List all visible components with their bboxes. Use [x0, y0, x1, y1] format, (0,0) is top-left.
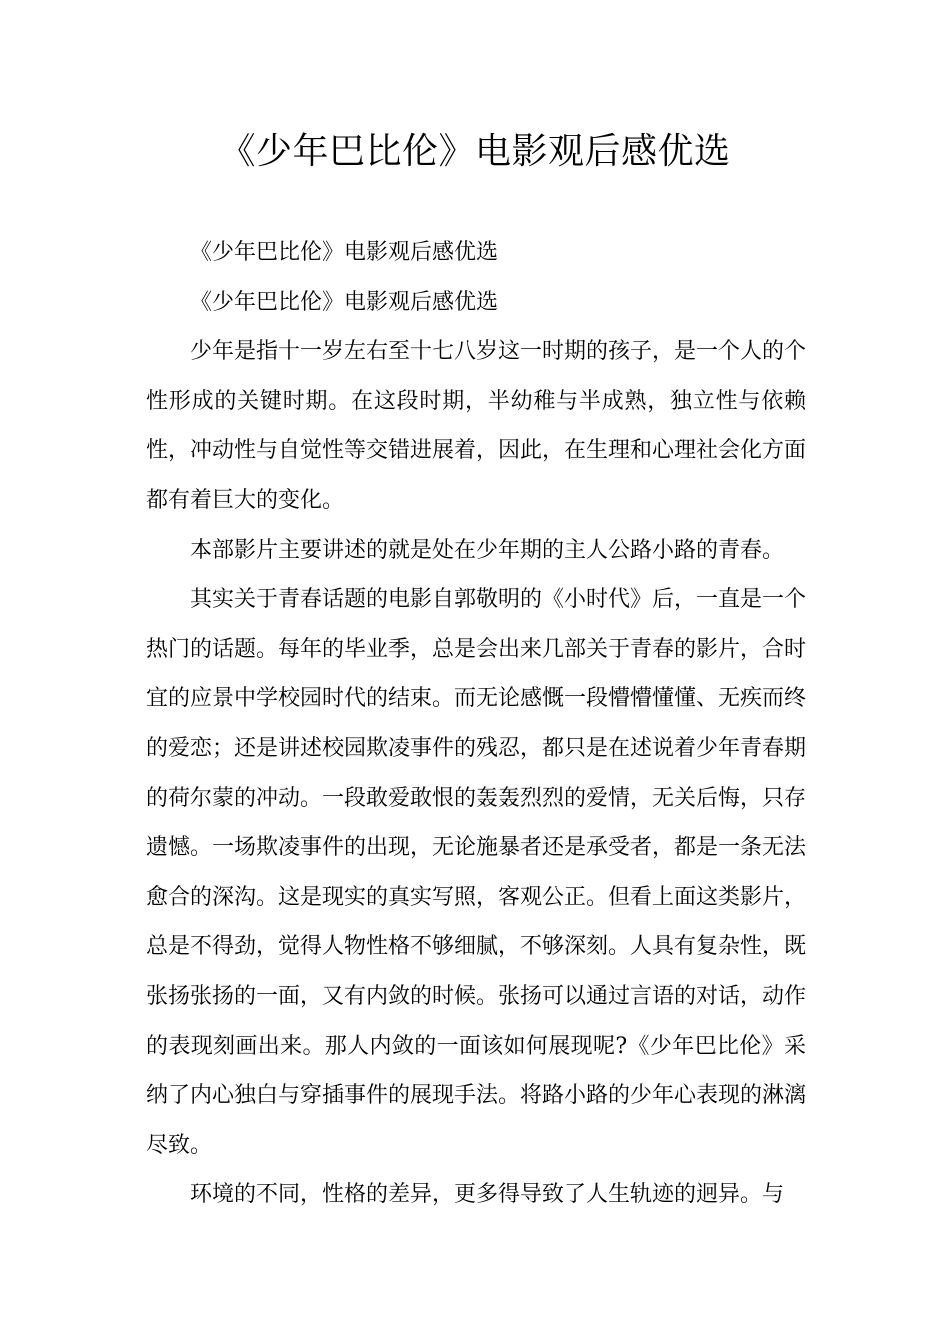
paragraph: 《少年巴比伦》电影观后感优选 — [190, 289, 499, 315]
paragraph: 本部影片主要讲述的就是处在少年期的主人公路小路的青春。 — [190, 537, 785, 563]
paragraph: 少年是指十一岁左右至十七八岁这一时期的孩子，是一个人的个性形成的关键时期。在这段时期，半幼稚与半成熟，独立性与依赖性，冲动性与自觉性等交错进展着，因此，在生理和心理社会化方面都有着巨大的变化。 — [146, 339, 807, 513]
paragraph: 其实关于青春话题的电影自郭敬明的《小时代》后，一直是一个热门的话题。每年的毕业季，总是会出来几部关于青春的影片，合时宜的应景中学校园时代的结束。而无论感慨一段懵懵懂懂、无疾而终的爱恋；还是讲述校园欺凌事件的残忍，都只是在述说着少年青春期的荷尔蒙的冲动。一段敢爱敢恨的轰轰烈烈的爱情，无关后悔，只存遗憾。一场欺凌事件的出现，无论施暴者还是承受者，都是一条无法愈合的深沟。这是现实的真实写照，客观公正。但看上面这类影片，总是不得劲，觉得人物性格不够细腻，不够深刻。人具有复杂性，既张扬张扬的一面，又有内敛的时候。张扬可以通过言语的对话，动作的表现刻画出来。那人内敛的一面该如何展现呢?《少年巴比伦》采纳了内心独白与穿插事件的展现手法。将路小路的少年心表现的淋漓尽致。 — [146, 587, 807, 1158]
paragraph: 《少年巴比伦》电影观后感优选 — [190, 240, 499, 265]
paragraph: 环境的不同，性格的差异，更多得导致了人生轨迹的迥异。与 — [190, 1182, 785, 1208]
document-body — [146, 228, 806, 1220]
document-title: 《少年巴比伦》电影观后感优选 — [219, 131, 731, 172]
